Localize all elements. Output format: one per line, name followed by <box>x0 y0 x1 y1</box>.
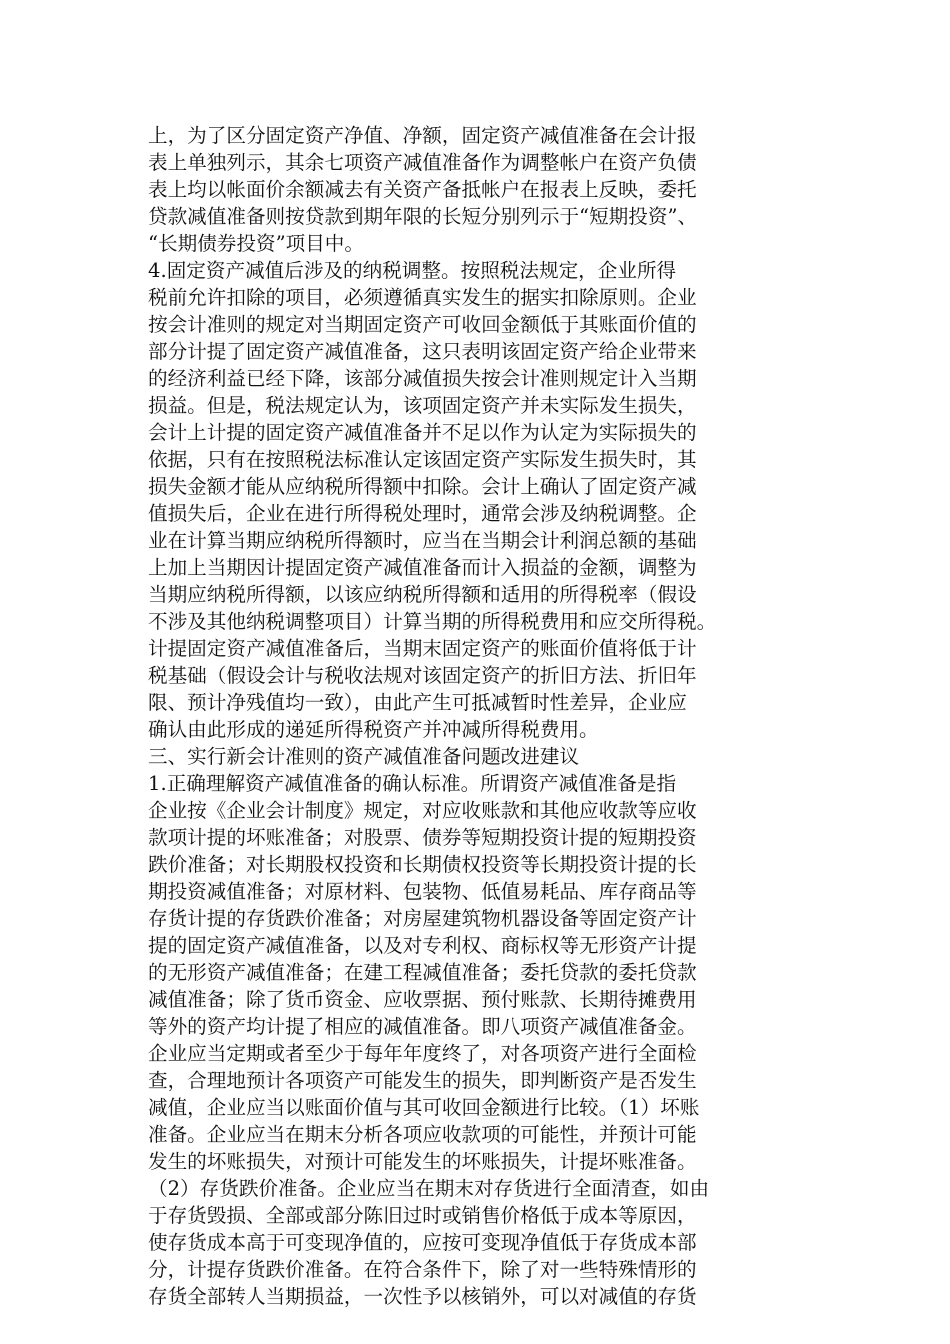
text-line: 损益。但是，税法规定认为，该项固定资产并未实际发生损失， <box>148 394 697 417</box>
text-line: 部分计提了固定资产减值准备，这只表明该固定资产给企业带来 <box>148 340 697 363</box>
text-line: 限、预计净残值均一致），由此产生可抵减暂时性差异，企业应 <box>148 691 687 714</box>
text-line: 按会计准则的规定对当期固定资产可收回金额低于其账面价值的 <box>148 313 697 336</box>
text-line: 查，合理地预计各项资产可能发生的损失，即判断资产是否发生 <box>148 1069 697 1092</box>
text-line: 税前允许扣除的项目，必须遵循真实发生的据实扣除原则。企业 <box>148 286 697 309</box>
text-line: 发生的坏账损失，对预计可能发生的坏账损失，计提坏账准备。 <box>148 1150 697 1173</box>
text-line: 上加上当期因计提固定资产减值准备而计入损益的金额，调整为 <box>148 556 697 579</box>
section-heading: 三、实行新会计准则的资产减值准备问题改进建议 <box>148 745 580 768</box>
text-line: 依据，只有在按照税法标准认定该固定资产实际发生损失时，其 <box>148 448 697 471</box>
text-line: 期投资减值准备；对原材料、包装物、低值易耗品、库存商品等 <box>148 880 697 903</box>
text-line: 会计上计提的固定资产减值准备并不足以作为认定为实际损失的 <box>148 421 697 444</box>
text-line: 企业按《企业会计制度》规定，对应收账款和其他应收款等应收 <box>148 799 697 822</box>
text-line: 企业应当定期或者至少于每年年度终了，对各项资产进行全面检 <box>148 1042 697 1065</box>
text-line: 存货计提的存货跌价准备；对房屋建筑物机器设备等固定资产计 <box>148 907 697 930</box>
text-line: 业在计算当期应纳税所得额时，应当在当期会计利润总额的基础 <box>148 529 697 552</box>
text-line: 表上均以帐面价余额减去有关资产备抵帐户在报表上反映，委托 <box>148 178 697 201</box>
text-line: 确认由此形成的递延所得税资产并冲减所得税费用。 <box>148 718 599 741</box>
text-line: 税基础（假设会计与税收法规对该固定资产的折旧方法、折旧年 <box>148 664 697 687</box>
text-line: 计提固定资产减值准备后，当期末固定资产的账面价值将低于计 <box>148 637 697 660</box>
text-line: 的经济利益已经下降，该部分减值损失按会计准则规定计入当期 <box>148 367 697 390</box>
text-line: 的无形资产减值准备；在建工程减值准备；委托贷款的委托贷款 <box>148 961 697 984</box>
text-line: “长期债券投资”项目中。 <box>148 232 364 255</box>
text-line: 上，为了区分固定资产净值、净额，固定资产减值准备在会计报 <box>148 124 697 147</box>
text-line: 跌价准备；对长期股权投资和长期债权投资等长期投资计提的长 <box>148 853 697 876</box>
text-line: 提的固定资产减值准备，以及对专利权、商标权等无形资产计提 <box>148 934 697 957</box>
text-line: 于存货毁损、全部或部分陈旧过时或销售价格低于成本等原因， <box>148 1204 697 1227</box>
text-line: 准备。企业应当在期末分析各项应收款项的可能性，并预计可能 <box>148 1123 697 1146</box>
text-line: 存货全部转人当期损益，一次性予以核销外，可以对减值的存货 <box>148 1285 697 1308</box>
text-line: 值损失后，企业在进行所得税处理时，通常会涉及纳税调整。企 <box>148 502 697 525</box>
text-line: 不涉及其他纳税调整项目）计算当期的所得税费用和应交所得税。 <box>148 610 717 633</box>
text-line: 减值，企业应当以账面价值与其可收回金额进行比较。（1）坏账 <box>148 1096 700 1119</box>
text-line: 贷款减值准备则按贷款到期年限的长短分别列示于“短期投资”、 <box>148 205 698 228</box>
text-line: 款项计提的坏账准备；对股票、债券等短期投资计提的短期投资 <box>148 826 697 849</box>
text-line: 使存货成本高于可变现净值的，应按可变现净值低于存货成本部 <box>148 1231 697 1254</box>
text-line: （2）存货跌价准备。企业应当在期末对存货进行全面清查，如由 <box>148 1177 710 1200</box>
body-text <box>148 122 788 1310</box>
text-line: 减值准备；除了货币资金、应收票据、预付账款、长期待摊费用 <box>148 988 697 1011</box>
text-line: 当期应纳税所得额，以该应纳税所得额和适用的所得税率（假设 <box>148 583 697 606</box>
text-line: 表上单独列示，其余七项资产减值准备作为调整帐户在资产负债 <box>148 151 697 174</box>
text-line: 损失金额才能从应纳税所得额中扣除。会计上确认了固定资产减 <box>148 475 697 498</box>
text-line: 1.正确理解资产减值准备的确认标准。所谓资产减值准备是指 <box>148 772 677 795</box>
text-line: 4.固定资产减值后涉及的纳税调整。按照税法规定，企业所得 <box>148 259 677 282</box>
text-line: 分，计提存货跌价准备。在符合条件下，除了对一些特殊情形的 <box>148 1258 697 1281</box>
text-line: 等外的资产均计提了相应的减值准备。即八项资产减值准备金。 <box>148 1015 697 1038</box>
